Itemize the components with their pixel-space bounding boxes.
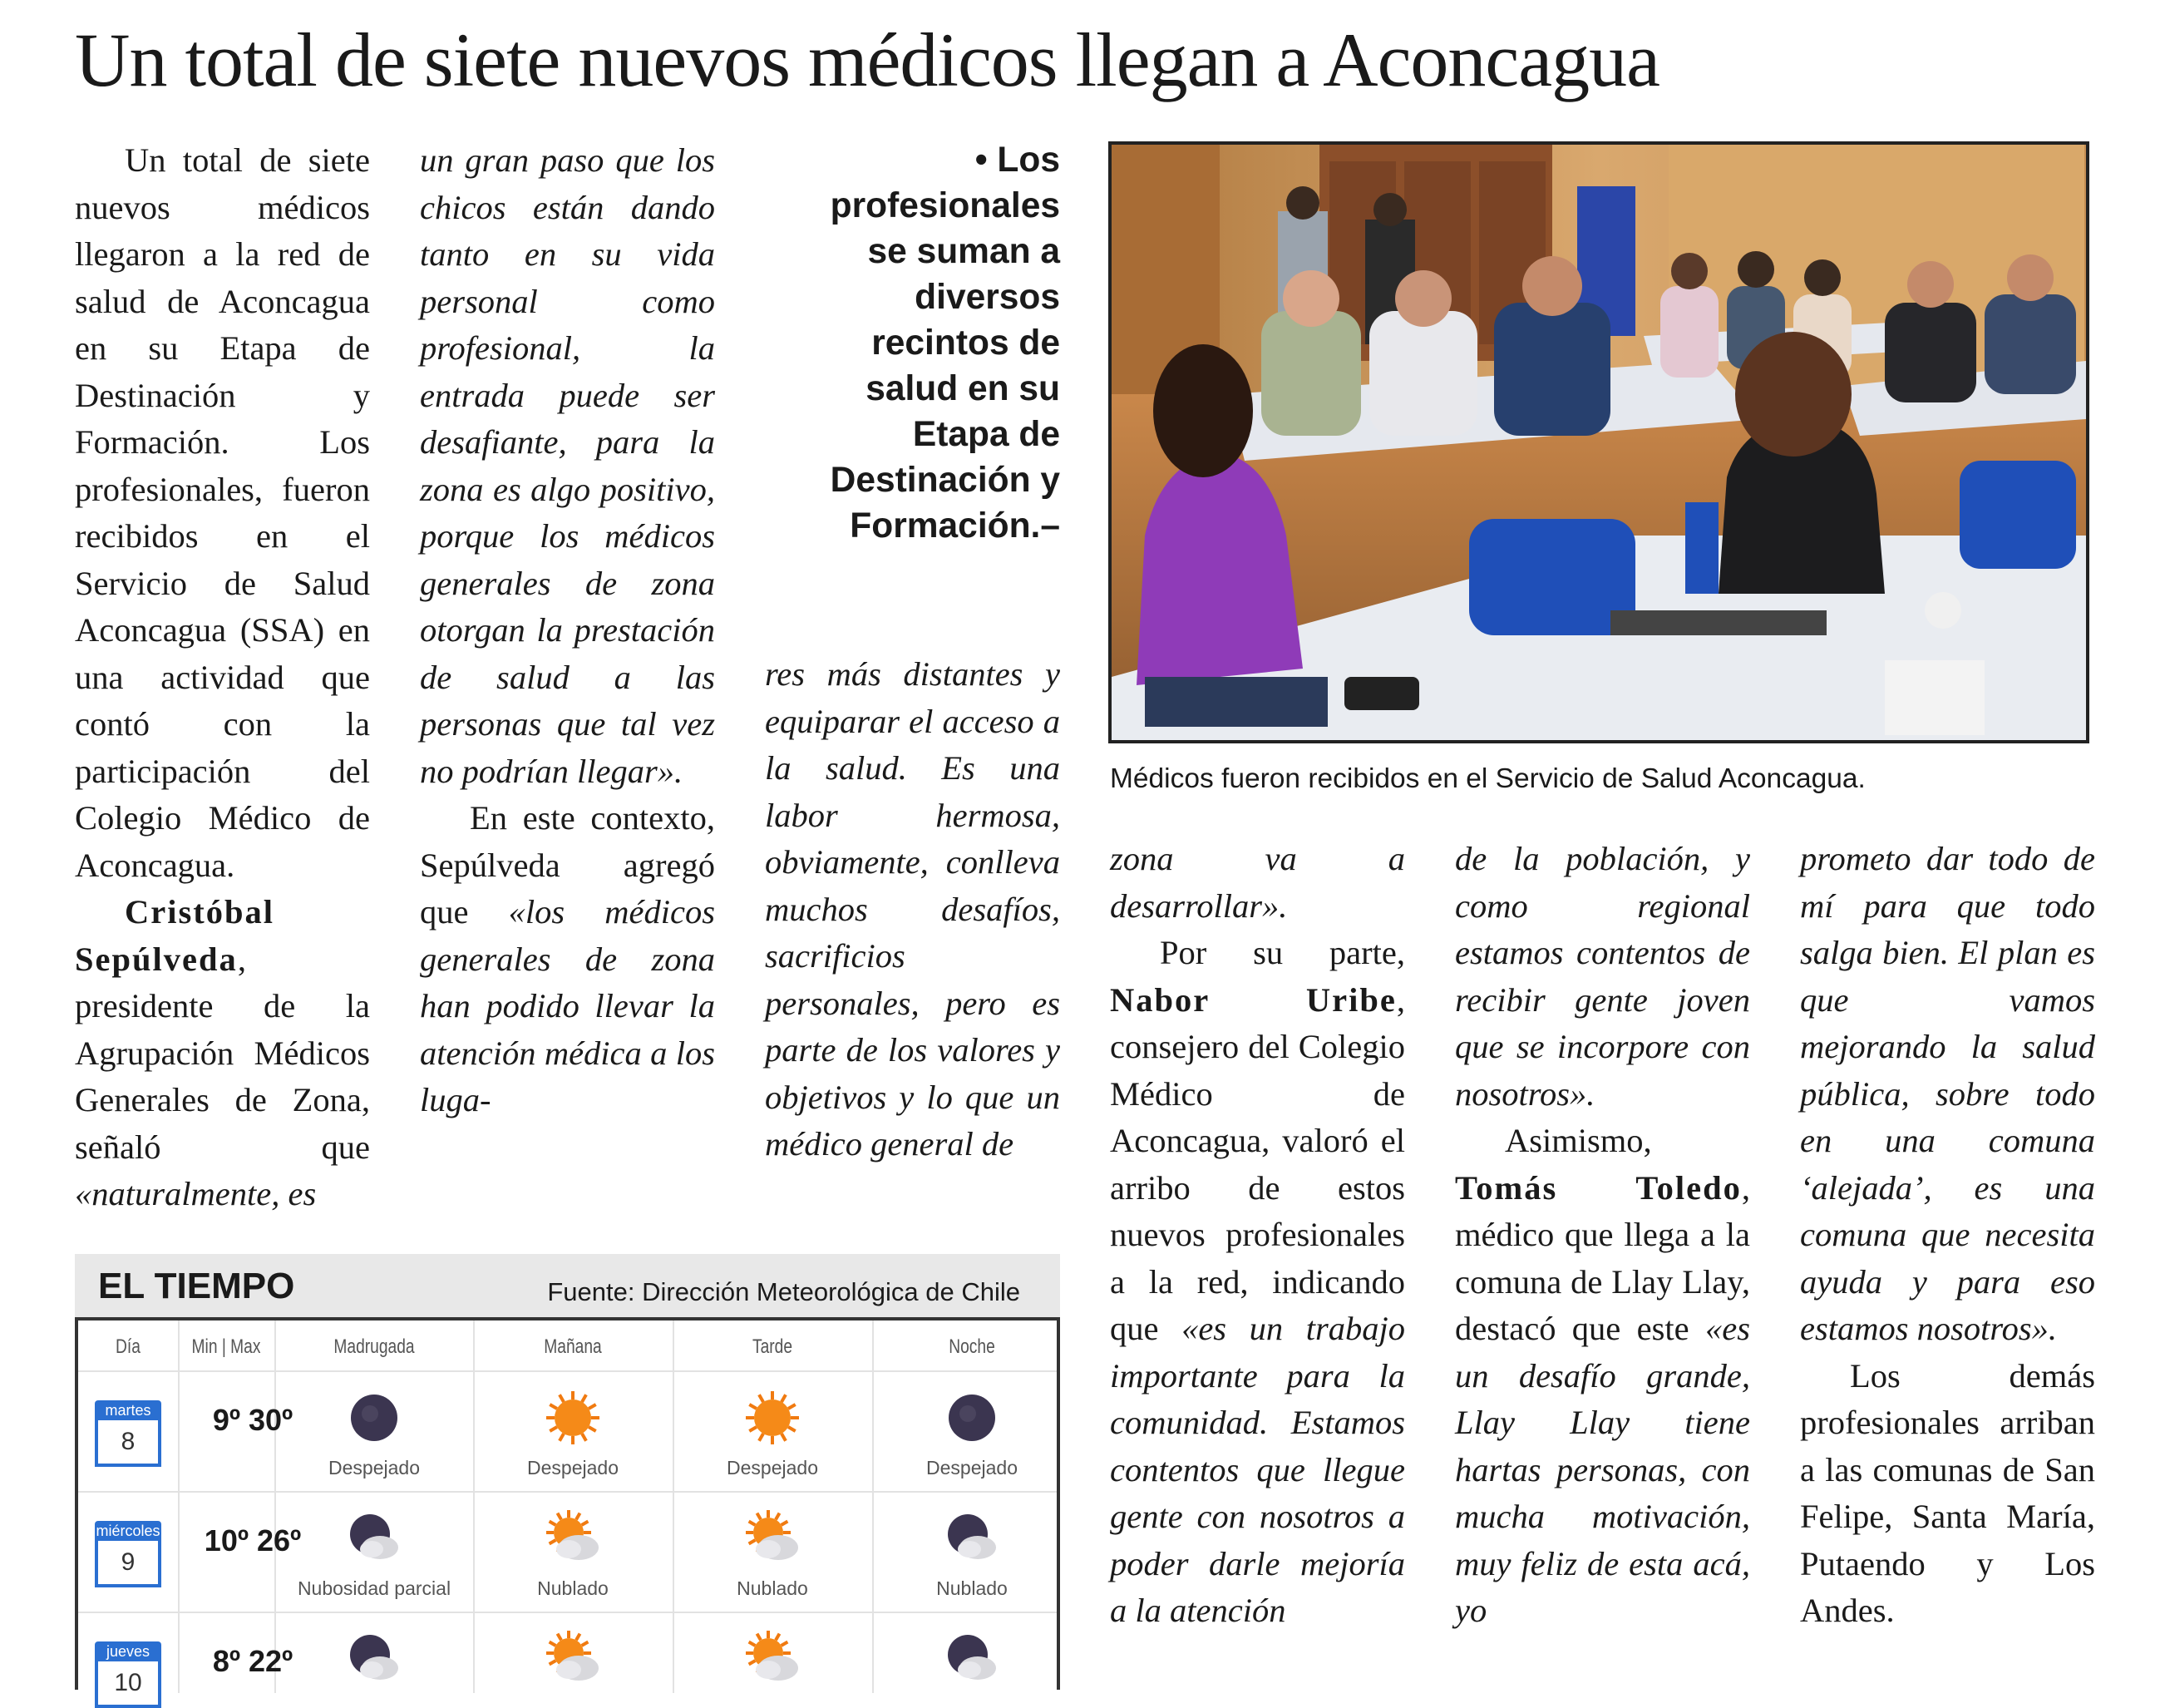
article-column-2 <box>420 137 715 1124</box>
sun-cloud-icon <box>743 1509 801 1567</box>
paragraph: Un total de siete nuevos médicos llegaron a la red de salud de Aconcagua en su Etapa de Destinación y Formación. Los profesionales, fueron recibidos en el Servicio de Salud Aconcagua (SSA) en una actividad que contó con la participación del Colegio Médico de Aconcagua. <box>75 141 370 884</box>
header-noche: Noche <box>949 1335 995 1358</box>
article-column-1 <box>75 137 370 1218</box>
photo-caption: Médicos fueron recibidos en el Servicio de Salud Aconcagua. <box>1110 763 1866 794</box>
article-column-6 <box>1800 836 2095 1635</box>
weather-condition-label: Nublado <box>537 1577 609 1599</box>
weather-condition-label: Despejado <box>727 1457 818 1478</box>
weather-condition-label: Despejado <box>527 1457 619 1478</box>
quote-paragraph: de la población, y como regional estamos contentos de recibir gente joven que se incorpore con nosotros». <box>1455 840 1750 1113</box>
date-label: 8 <box>95 1420 161 1467</box>
divider <box>78 1612 1057 1613</box>
text: , presidente de la Agrupación Médicos Generales de Zona, señaló que <box>75 940 370 1166</box>
moon-cloud-icon <box>943 1630 1001 1688</box>
date-label: 9 <box>95 1541 161 1587</box>
sun-icon <box>544 1389 602 1447</box>
calendar-icon <box>95 1400 161 1467</box>
paragraph <box>75 889 370 1218</box>
text: Asimismo, <box>1505 1122 1652 1159</box>
text: , consejero del Colegio Médico de Aconcagua, valoró el arribo de estos nuevos profesionales a la red, indicando que <box>1110 980 1405 1347</box>
calendar-icon <box>95 1521 161 1587</box>
header-minmax: Min | Max <box>191 1335 261 1358</box>
date-label: 10 <box>95 1661 161 1708</box>
divider <box>78 1370 1057 1372</box>
quote: «es un trabajo importante para la comunidad. Estamos contentos que llegue gente con nosotros a poder darle mejoría a la atención <box>1110 1310 1405 1629</box>
weather-box <box>75 1254 1060 1696</box>
weekday-label: martes <box>95 1400 161 1420</box>
person-name: Nabor Uribe <box>1110 980 1397 1019</box>
divider <box>78 1491 1057 1493</box>
moon-cloud-icon <box>943 1509 1001 1567</box>
person-name: Tomás Toledo <box>1455 1168 1742 1207</box>
article-column-5 <box>1455 836 1750 1635</box>
header-madrugada: Madrugada <box>333 1335 415 1358</box>
header-tarde: Tarde <box>752 1335 793 1358</box>
weather-condition-label: Nubosidad parcial <box>297 1577 451 1599</box>
quote-paragraph: prometo dar todo de mí para que todo salga bien. El plan es que vamos mejorando la salud pública, sobre todo en una comuna ‘alejada’, es una comuna que necesita ayuda y para eso estamos nosotros». <box>1800 840 2095 1347</box>
paragraph: Los demás profesionales arriban a las comunas de San Felipe, Santa María, Putaendo y Los Andes. <box>1800 1356 2095 1629</box>
text: En este contexto, Sepúlveda agregó que <box>420 799 715 931</box>
sun-icon <box>743 1389 801 1447</box>
headline: Un total de siete nuevos médicos llegan a Aconcagua <box>75 17 1659 102</box>
article-column-4 <box>1110 836 1405 1635</box>
paragraph <box>1110 930 1405 1635</box>
header-dia: Día <box>116 1335 141 1358</box>
weather-header <box>75 1254 1060 1317</box>
paragraph <box>1455 1118 1750 1635</box>
weather-condition-label: Despejado <box>926 1457 1018 1478</box>
sun-cloud-icon <box>544 1509 602 1567</box>
quote-paragraph: res más distantes y equiparar el acceso a la salud. Es una labor hermosa, obviamente, conlleva muchos desafíos, sacrificios personales, pero es parte de los valores y objetivos y lo que un médico general de <box>765 655 1060 1163</box>
divider <box>178 1320 180 1693</box>
quote-paragraph: un gran paso que los chicos están dando tanto en su vida personal como profesional, la entrada puede ser desafiante, para la zona es algo positivo, porque los médicos generales de zona otorgan la prestación de salud a las personas que tal vez no podrían llegar». <box>420 141 715 790</box>
moon-cloud-icon <box>345 1630 403 1688</box>
weather-condition-label: Nublado <box>737 1577 808 1599</box>
weather-table <box>75 1317 1060 1696</box>
moon-cloud-icon <box>345 1509 403 1567</box>
temperature-range: 8º 22º <box>212 1644 293 1678</box>
divider <box>274 1320 276 1693</box>
divider <box>473 1320 475 1693</box>
article-deck: • Los profesionales se suman a diversos recintos de salud en su Etapa de Destinación y Formación.– <box>830 141 1060 545</box>
weather-title: EL TIEMPO <box>98 1266 295 1306</box>
quote: «naturalmente, es <box>75 1175 317 1212</box>
calendar-icon <box>95 1641 161 1708</box>
sun-cloud-icon <box>544 1630 602 1688</box>
moon-clear-icon <box>345 1389 403 1447</box>
article-photo <box>1108 141 2089 743</box>
weekday-label: miércoles <box>96 1523 160 1539</box>
moon-clear-icon <box>943 1389 1001 1447</box>
classroom-photo <box>1112 145 2086 740</box>
temperature-range: 10º 26º <box>204 1523 302 1557</box>
divider <box>673 1320 674 1693</box>
weather-condition-label: Nublado <box>936 1577 1008 1599</box>
weekday-label: jueves <box>95 1641 161 1661</box>
article-column-3 <box>765 651 1060 1168</box>
weather-source: Fuente: Dirección Meteorológica de Chile <box>547 1277 1020 1306</box>
divider <box>872 1320 874 1693</box>
temperature-range: 9º 30º <box>212 1403 293 1437</box>
text: Por su parte, <box>1160 934 1405 971</box>
quote: «es un desafío grande, Llay Llay tiene hartas personas, con mucha motivación, muy feliz de esta acá, yo <box>1455 1310 1750 1629</box>
person-name: Cristóbal Sepúlveda <box>75 893 274 978</box>
paragraph <box>420 795 715 1124</box>
header-manana: Mañana <box>544 1335 602 1358</box>
quote-paragraph: zona va a desarrollar». <box>1110 840 1405 925</box>
sun-cloud-icon <box>743 1630 801 1688</box>
quote: «los médicos generales de zona han podido llevar la atención médica a los luga- <box>420 893 715 1118</box>
weather-condition-label: Despejado <box>328 1457 420 1478</box>
text: , médico que llega a la comuna de Llay Llay, destacó que este <box>1455 1168 1750 1347</box>
